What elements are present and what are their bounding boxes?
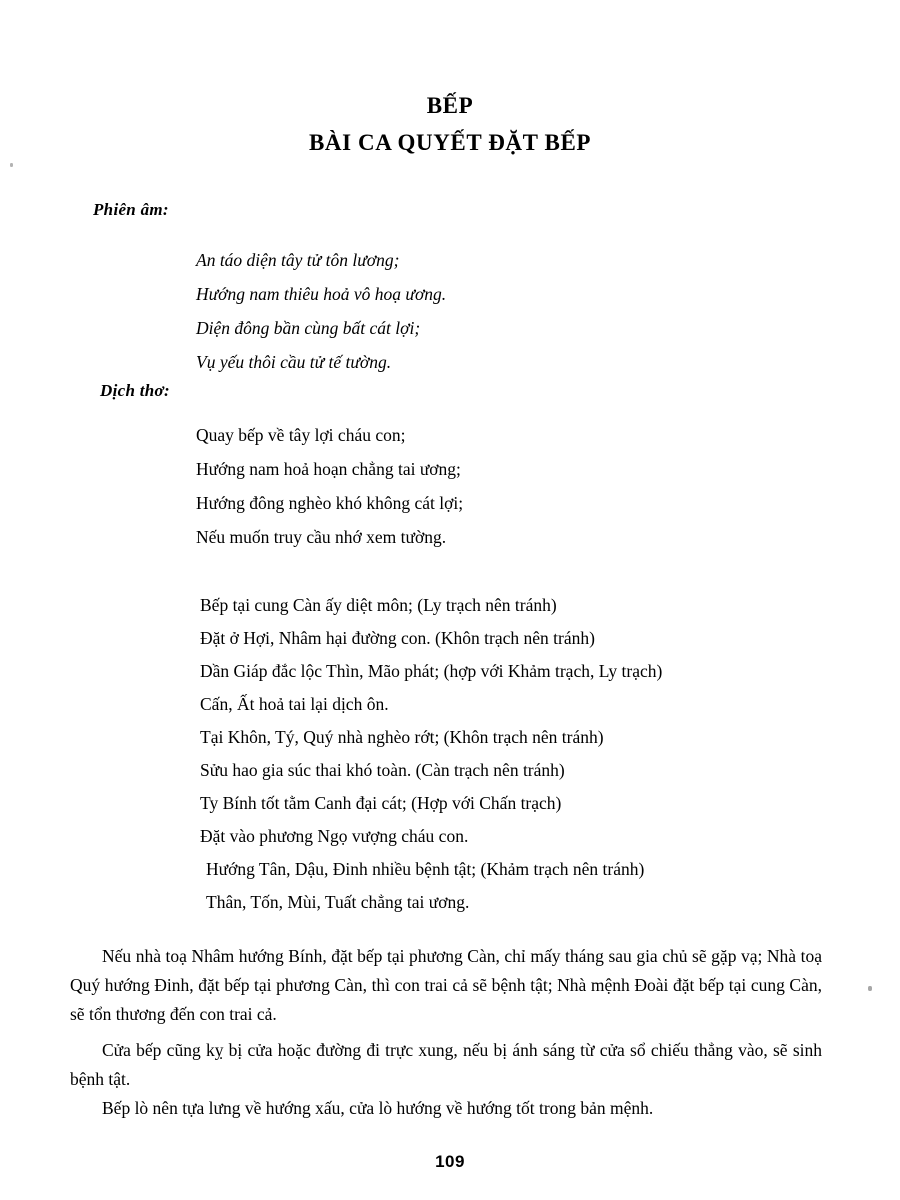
verse-line: Dần Giáp đắc lộc Thìn, Mão phát; (hợp với Khảm trạch, Ly trạch)	[200, 661, 663, 681]
verse-line: Thân, Tốn, Mùi, Tuất chẳng tai ương.	[206, 892, 470, 912]
section-label-dich-tho: Dịch thơ:	[100, 381, 170, 400]
verse-line: Tại Khôn, Tý, Quý nhà nghèo rớt; (Khôn trạch nên tránh)	[200, 727, 604, 747]
verse-line: Sửu hao gia súc thai khó toàn. (Càn trạch nên tránh)	[200, 760, 565, 780]
page-title: BẾP	[426, 93, 474, 118]
verse-line: Nếu muốn truy cầu nhớ xem tường.	[196, 527, 447, 547]
verse-line: Hướng nam hoả hoạn chẳng tai ương;	[196, 459, 461, 479]
verse-line: Đặt vào phương Ngọ vượng cháu con.	[200, 826, 469, 846]
verse-block-phien-am	[196, 243, 446, 379]
verse-block-dich-tho	[196, 418, 463, 554]
verse-line: Diện đông bần cùng bất cát lợi;	[196, 318, 421, 338]
page-subtitle: BÀI CA QUYẾT ĐẶT BẾP	[308, 130, 592, 156]
verse-line: Hướng nam thiêu hoả vô hoạ ương.	[196, 284, 447, 304]
verse-line: Bếp tại cung Càn ấy diệt môn; (Ly trạch nên tránh)	[200, 595, 557, 615]
verse-block-main	[200, 589, 662, 919]
section-label-phien-am: Phiên âm:	[93, 200, 169, 219]
body-paragraph: Cửa bếp cũng kỵ bị cửa hoặc đường đi trực xung, nếu bị ánh sáng từ cửa sổ chiếu thẳng vào, sẽ sinh bệnh tật.	[70, 1040, 822, 1089]
verse-line: Quay bếp về tây lợi cháu con;	[196, 425, 406, 445]
verse-line: Vụ yếu thôi cầu tử tế tường.	[196, 352, 392, 372]
page-title-block	[0, 92, 900, 156]
verse-line: Hướng đông nghèo khó không cát lợi;	[196, 493, 464, 513]
verse-line: Hướng Tân, Dậu, Đinh nhiều bệnh tật; (Khảm trạch nên tránh)	[206, 859, 645, 879]
page-number: 109	[435, 1152, 465, 1171]
scan-artifact-speck	[868, 986, 872, 991]
verse-line: An táo diện tây tử tôn lương;	[196, 250, 400, 270]
verse-line: Đặt ở Hợi, Nhâm hại đường con. (Khôn trạch nên tránh)	[200, 628, 595, 648]
body-paragraph: Nếu nhà toạ Nhâm hướng Bính, đặt bếp tại phương Càn, chỉ mấy tháng sau gia chủ sẽ gặp vạ; Nhà toạ Quý hướng Đinh, đặt bếp tại phương Càn, thì con trai cả sẽ bệnh tật; Nhà mệnh Đoài đặt bếp tại cung Càn, sẽ tổn thương đến con trai cả.	[70, 946, 822, 1024]
body-paragraph: Bếp lò nên tựa lưng về hướng xấu, cửa lò hướng về hướng tốt trong bản mệnh.	[102, 1098, 654, 1118]
verse-line: Ty Bính tốt tằm Canh đại cát; (Hợp với Chấn trạch)	[200, 793, 562, 813]
verse-line: Cấn, Ất hoả tai lại dịch ôn.	[200, 694, 389, 714]
scan-artifact-speck	[10, 163, 13, 167]
